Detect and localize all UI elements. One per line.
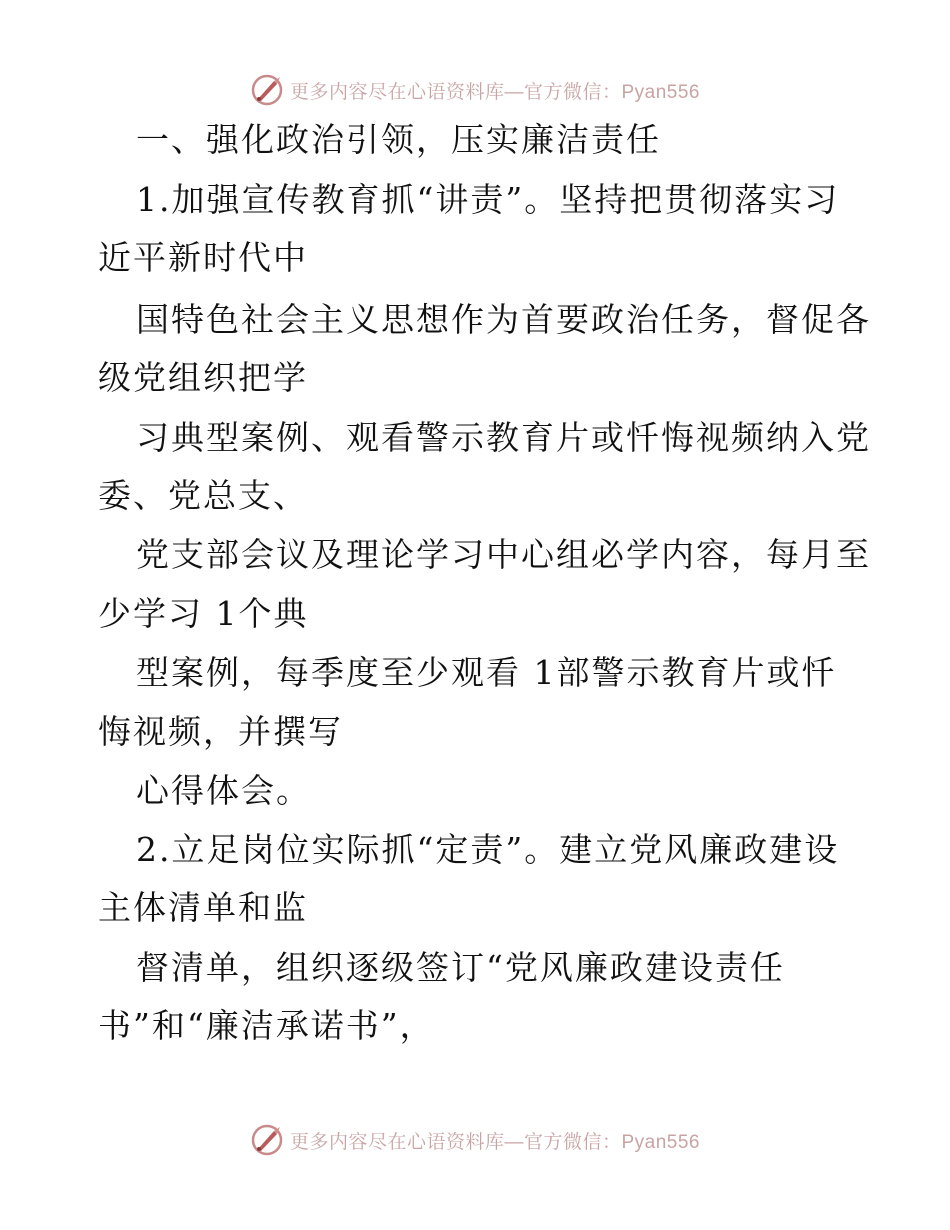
paragraph-line: 委、党总支、 [98,476,308,515]
paragraph-line: 心得体会。 [136,771,311,810]
paragraph-line: 2.立足岗位实际抓“定责”。建立党风廉政建设 [136,830,840,869]
paragraph-line: 主体清单和监 [98,888,308,927]
paragraph-line: 1.加强宣传教育抓“讲责”。坚持把贯彻落实习 [136,180,840,219]
paragraph-line: 悔视频，并撰写 [98,712,343,751]
quill-pen-circle-icon [250,73,284,107]
footer-watermark [0,1120,950,1160]
paragraph-line: 书”和“廉洁承诺书”， [98,1006,435,1045]
paragraph-line: 级党组织把学 [98,358,308,397]
watermark-text: 更多内容尽在心语资料库—官方微信：Pyan556 [289,81,700,103]
watermark-text: 更多内容尽在心语资料库—官方微信：Pyan556 [289,1131,700,1153]
paragraph-line: 督清单，组织逐级签订“党风廉政建设责任 [136,948,785,987]
quill-pen-circle-icon [250,1123,284,1157]
paragraph-line: 习典型案例、观看警示教育片或忏悔视频纳入党 [136,418,871,457]
paragraph-line: 少学习 1个典 [98,594,309,633]
paragraph-line: 型案例，每季度至少观看 1部警示教育片或忏 [136,653,837,692]
paragraph-line: 党支部会议及理论学习中心组必学内容，每月至 [136,535,871,574]
header-watermark [0,70,950,110]
paragraph-line: 近平新时代中 [98,238,308,277]
section-heading: 一、强化政治引领，压实廉洁责任 [136,120,661,159]
paragraph-line: 国特色社会主义思想作为首要政治任务，督促各 [136,300,871,339]
